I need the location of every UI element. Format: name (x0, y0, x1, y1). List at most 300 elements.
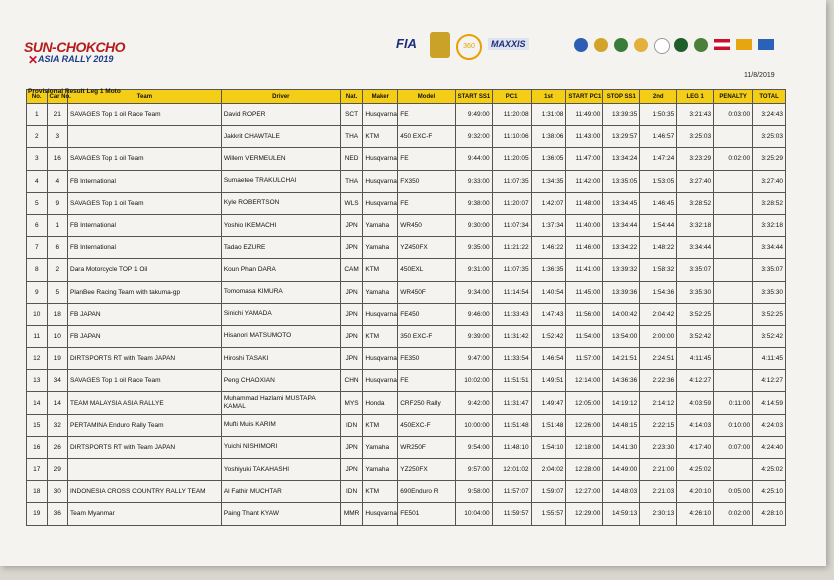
cell-start-ss1: 9:38:00 (455, 192, 492, 214)
cell-start-ss1: 9:49:00 (455, 104, 492, 126)
cell-start-ss1: 10:00:00 (455, 414, 492, 436)
cell-maker: Husqvarna (363, 148, 398, 170)
cell-penalty: 0:07:00 (714, 436, 753, 458)
cell-driver: David ROPER (221, 104, 340, 126)
cell-no: 7 (27, 237, 48, 259)
sponsor-seal-icon (694, 38, 708, 52)
cell-leg1: 3:35:30 (677, 281, 714, 303)
cell-total: 3:27:40 (753, 170, 786, 192)
cell-team: FB International (68, 170, 222, 192)
cell-team: FB JAPAN (68, 325, 222, 347)
cell-stop-ss1: 14:19:12 (603, 392, 640, 414)
table-row (27, 459, 786, 481)
cell-start-pc1: 12:26:00 (566, 414, 603, 436)
cell-maker: KTM (363, 325, 398, 347)
cell-penalty (714, 459, 753, 481)
cell-team: FB JAPAN (68, 303, 222, 325)
cell-penalty: 0:11:00 (714, 392, 753, 414)
table-row (27, 104, 786, 126)
cell-no: 17 (27, 459, 48, 481)
cell-stop-ss1: 13:34:24 (603, 148, 640, 170)
cell-no: 15 (27, 414, 48, 436)
cell-team: SAVAGES Top 1 oil Team (68, 192, 222, 214)
cell-car-no: 34 (47, 370, 68, 392)
cell-stop-ss1: 14:41:30 (603, 436, 640, 458)
cell-team: DIRTSPORTS RT with Team JAPAN (68, 436, 222, 458)
cell-penalty (714, 126, 753, 148)
cell-nat: SCT (340, 104, 363, 126)
cell-stop-ss1: 14:59:13 (603, 503, 640, 525)
cell-total: 3:25:29 (753, 148, 786, 170)
table-row (27, 126, 786, 148)
cell-pc1: 11:07:35 (492, 170, 531, 192)
cell-leg1: 4:03:59 (677, 392, 714, 414)
cell-2nd: 2:14:12 (640, 392, 677, 414)
table-row (27, 148, 786, 170)
cell-penalty (714, 237, 753, 259)
header-maker: Maker (363, 90, 398, 104)
cell-1st: 1:37:34 (531, 214, 566, 236)
cell-nat: JPN (340, 348, 363, 370)
sponsor-seal-icon (594, 38, 608, 52)
cell-leg1: 3:32:18 (677, 214, 714, 236)
cell-driver: Willem VERMEULEN (221, 148, 340, 170)
cell-pc1: 11:21:22 (492, 237, 531, 259)
cell-start-ss1: 9:35:00 (455, 237, 492, 259)
header-driver: Driver (221, 90, 340, 104)
cell-start-pc1: 11:42:00 (566, 170, 603, 192)
sponsor-seal-icon (614, 38, 628, 52)
header-car-no: Car No. (47, 90, 68, 104)
cell-nat: MYS (340, 392, 363, 414)
cell-1st: 1:36:05 (531, 148, 566, 170)
header-nat: Nat. (340, 90, 363, 104)
table-caption: Provisional Result Leg 1 Moto (28, 88, 121, 95)
cell-car-no: 6 (47, 237, 68, 259)
cell-car-no: 36 (47, 503, 68, 525)
cell-model: FE450 (398, 303, 455, 325)
cell-model: FE (398, 192, 455, 214)
maxxis-logo: MAXXIS (488, 38, 529, 50)
cell-team: Team Myanmar (68, 503, 222, 525)
cell-pc1: 11:57:07 (492, 481, 531, 503)
cell-2nd: 2:30:13 (640, 503, 677, 525)
cell-total: 4:25:10 (753, 481, 786, 503)
cell-stop-ss1: 14:21:51 (603, 348, 640, 370)
cell-stop-ss1: 13:39:36 (603, 281, 640, 303)
cell-car-no: 29 (47, 459, 68, 481)
cell-stop-ss1: 14:49:00 (603, 459, 640, 481)
cell-2nd: 1:46:57 (640, 126, 677, 148)
results-table (26, 89, 786, 526)
cell-leg1: 3:25:03 (677, 126, 714, 148)
sponsor-360-logo: 360 (456, 34, 482, 60)
cell-leg1: 4:12:27 (677, 370, 714, 392)
cell-total: 4:24:40 (753, 436, 786, 458)
table-row (27, 237, 786, 259)
sponsor-seal-icon (634, 38, 648, 52)
table-row (27, 325, 786, 347)
cell-start-ss1: 9:47:00 (455, 348, 492, 370)
cell-penalty (714, 370, 753, 392)
cell-start-pc1: 12:18:00 (566, 436, 603, 458)
cell-driver: Tadao EZURE (221, 237, 340, 259)
cell-2nd: 1:53:05 (640, 170, 677, 192)
cell-stop-ss1: 14:48:03 (603, 481, 640, 503)
cell-pc1: 11:10:06 (492, 126, 531, 148)
logo-mark-icon: ✕ (28, 53, 39, 67)
cell-1st: 1:46:22 (531, 237, 566, 259)
cell-1st: 1:36:35 (531, 259, 566, 281)
cell-total: 3:32:18 (753, 214, 786, 236)
cell-penalty: 0:02:00 (714, 148, 753, 170)
cell-leg1: 3:21:43 (677, 104, 714, 126)
cell-nat: JPN (340, 303, 363, 325)
table-row (27, 303, 786, 325)
cell-leg1: 4:11:45 (677, 348, 714, 370)
cell-model: FE (398, 148, 455, 170)
cell-penalty: 0:02:00 (714, 503, 753, 525)
cell-1st: 1:52:42 (531, 325, 566, 347)
cell-team: SAVAGES Top 1 oil Team (68, 148, 222, 170)
cell-1st: 1:55:57 (531, 503, 566, 525)
cell-driver: Koun Phan DARA (221, 259, 340, 281)
cell-leg1: 4:17:40 (677, 436, 714, 458)
cell-start-ss1: 9:30:00 (455, 214, 492, 236)
cell-total: 4:11:45 (753, 348, 786, 370)
cell-car-no: 21 (47, 104, 68, 126)
cell-model: FE (398, 104, 455, 126)
cell-driver: Sinichi YAMADA (221, 303, 340, 325)
cell-start-ss1: 9:54:00 (455, 436, 492, 458)
cell-maker: Yamaha (363, 237, 398, 259)
cell-team: Dara Motorcycle TOP 1 Oil (68, 259, 222, 281)
cell-leg1: 3:23:29 (677, 148, 714, 170)
cell-start-pc1: 11:46:00 (566, 237, 603, 259)
table-row (27, 414, 786, 436)
cell-start-pc1: 11:48:00 (566, 192, 603, 214)
cell-stop-ss1: 13:34:22 (603, 237, 640, 259)
cell-driver: Sumaetee TRAKULCHAI (221, 170, 340, 192)
cell-no: 11 (27, 325, 48, 347)
cell-leg1: 4:26:10 (677, 503, 714, 525)
cell-maker: KTM (363, 259, 398, 281)
cell-start-pc1: 12:27:00 (566, 481, 603, 503)
cell-leg1: 3:52:25 (677, 303, 714, 325)
cell-1st: 1:38:06 (531, 126, 566, 148)
cell-driver: Al Fathir MUCHTAR (221, 481, 340, 503)
cell-1st: 1:31:08 (531, 104, 566, 126)
cell-driver: Mufti Muis KARIM (221, 414, 340, 436)
cell-total: 3:52:42 (753, 325, 786, 347)
cell-penalty (714, 303, 753, 325)
cell-model: FE501 (398, 503, 455, 525)
cell-1st: 1:51:48 (531, 414, 566, 436)
cell-stop-ss1: 13:29:57 (603, 126, 640, 148)
cell-stop-ss1: 13:34:44 (603, 214, 640, 236)
cell-nat: IDN (340, 414, 363, 436)
cell-car-no: 3 (47, 126, 68, 148)
cell-model: WR450F (398, 281, 455, 303)
cell-stop-ss1: 13:39:32 (603, 259, 640, 281)
cell-2nd: 1:47:24 (640, 148, 677, 170)
cell-pc1: 11:33:43 (492, 303, 531, 325)
logo-title: SUN-CHOKCHO (24, 39, 126, 55)
cell-model: 450EXL (398, 259, 455, 281)
cell-maker: KTM (363, 126, 398, 148)
cell-team: TEAM MALAYSIA ASIA RALLYE (68, 392, 222, 414)
header-2nd: 2nd (640, 90, 677, 104)
cell-2nd: 1:48:22 (640, 237, 677, 259)
cell-car-no: 2 (47, 259, 68, 281)
cell-1st: 1:40:54 (531, 281, 566, 303)
cell-nat: JPN (340, 325, 363, 347)
header-no: No. (27, 90, 48, 104)
header-model: Model (398, 90, 455, 104)
cell-maker: Yamaha (363, 436, 398, 458)
cell-start-ss1: 9:46:00 (455, 303, 492, 325)
cell-car-no: 30 (47, 481, 68, 503)
cell-maker: Yamaha (363, 214, 398, 236)
cell-team: SAVAGES Top 1 oil Race Team (68, 370, 222, 392)
cell-start-ss1: 9:33:00 (455, 170, 492, 192)
cell-model: 450 EXC-F (398, 126, 455, 148)
cell-1st: 1:49:47 (531, 392, 566, 414)
cell-penalty (714, 170, 753, 192)
cell-maker: Husqvarna (363, 303, 398, 325)
cell-pc1: 11:20:07 (492, 192, 531, 214)
cell-maker: Husqvarna (363, 503, 398, 525)
cell-total: 4:24:03 (753, 414, 786, 436)
cell-no: 8 (27, 259, 48, 281)
flag-icon (736, 39, 752, 50)
header-1st: 1st (531, 90, 566, 104)
table-row (27, 348, 786, 370)
cell-2nd: 2:21:00 (640, 459, 677, 481)
results-body (27, 104, 786, 526)
cell-car-no: 19 (47, 348, 68, 370)
cell-stop-ss1: 14:48:15 (603, 414, 640, 436)
cell-total: 3:24:43 (753, 104, 786, 126)
cell-1st: 1:42:07 (531, 192, 566, 214)
cell-driver: Jakkrit CHAWTALE (221, 126, 340, 148)
cell-maker: Husqvarna (363, 348, 398, 370)
cell-pc1: 11:48:10 (492, 436, 531, 458)
cell-maker: KTM (363, 481, 398, 503)
cell-car-no: 1 (47, 214, 68, 236)
cell-model: YZ250FX (398, 459, 455, 481)
cell-model: 450EXC-F (398, 414, 455, 436)
cell-penalty: 0:10:00 (714, 414, 753, 436)
cell-start-pc1: 11:56:00 (566, 303, 603, 325)
cell-2nd: 2:23:30 (640, 436, 677, 458)
cell-model: FX350 (398, 170, 455, 192)
cell-leg1: 3:35:07 (677, 259, 714, 281)
cell-total: 4:14:59 (753, 392, 786, 414)
cell-team: PlanBee Racing Team with takuma-gp (68, 281, 222, 303)
cell-driver: Paing Thant KYAW (221, 503, 340, 525)
cell-car-no: 10 (47, 325, 68, 347)
cell-car-no: 16 (47, 148, 68, 170)
cell-2nd: 1:54:44 (640, 214, 677, 236)
cell-penalty (714, 214, 753, 236)
header-start-pc1: START PC1 (566, 90, 603, 104)
table-row (27, 170, 786, 192)
cell-car-no: 4 (47, 170, 68, 192)
cell-nat: NED (340, 148, 363, 170)
sponsor-logos (396, 30, 796, 60)
cell-total: 3:28:52 (753, 192, 786, 214)
cell-driver: Hiroshi TASAKI (221, 348, 340, 370)
cell-team (68, 126, 222, 148)
cell-driver: Yuichi NISHIMORI (221, 436, 340, 458)
cell-nat: CAM (340, 259, 363, 281)
cell-pc1: 11:20:08 (492, 104, 531, 126)
cell-leg1: 3:34:44 (677, 237, 714, 259)
cell-penalty (714, 325, 753, 347)
cell-1st: 1:46:54 (531, 348, 566, 370)
cell-model: WR250F (398, 436, 455, 458)
table-header-row (27, 90, 786, 104)
sponsor-seal-icon (674, 38, 688, 52)
cell-start-ss1: 9:39:00 (455, 325, 492, 347)
cell-leg1: 4:25:02 (677, 459, 714, 481)
table-row (27, 259, 786, 281)
cell-penalty (714, 281, 753, 303)
cell-car-no: 9 (47, 192, 68, 214)
flag-icon (758, 39, 774, 50)
cell-leg1: 3:28:52 (677, 192, 714, 214)
cell-pc1: 12:01:02 (492, 459, 531, 481)
cell-start-ss1: 9:44:00 (455, 148, 492, 170)
cell-start-ss1: 9:58:00 (455, 481, 492, 503)
cell-driver: Muhammad Hazlami MUSTAPA KAMAL (221, 392, 340, 414)
header-start-ss1: START SS1 (455, 90, 492, 104)
cell-start-ss1: 9:42:00 (455, 392, 492, 414)
cell-start-ss1: 9:31:00 (455, 259, 492, 281)
header-pc1: PC1 (492, 90, 531, 104)
cell-pc1: 11:51:51 (492, 370, 531, 392)
cell-1st: 1:54:10 (531, 436, 566, 458)
cell-penalty (714, 192, 753, 214)
cell-start-pc1: 11:54:00 (566, 325, 603, 347)
cell-pc1: 11:31:47 (492, 392, 531, 414)
cell-2nd: 1:58:32 (640, 259, 677, 281)
cell-total: 3:35:07 (753, 259, 786, 281)
cell-pc1: 11:07:34 (492, 214, 531, 236)
cell-start-ss1: 10:04:00 (455, 503, 492, 525)
cell-pc1: 11:31:42 (492, 325, 531, 347)
cell-model: 350 EXC-F (398, 325, 455, 347)
cell-nat: THA (340, 170, 363, 192)
cell-car-no: 14 (47, 392, 68, 414)
cell-car-no: 32 (47, 414, 68, 436)
cell-1st: 1:47:43 (531, 303, 566, 325)
cell-no: 2 (27, 126, 48, 148)
cell-team: PERTAMINA Enduro Rally Team (68, 414, 222, 436)
cell-start-pc1: 12:05:00 (566, 392, 603, 414)
cell-1st: 1:59:07 (531, 481, 566, 503)
cell-pc1: 11:07:35 (492, 259, 531, 281)
cell-stop-ss1: 14:00:42 (603, 303, 640, 325)
cell-stop-ss1: 13:39:35 (603, 104, 640, 126)
cell-start-pc1: 11:45:00 (566, 281, 603, 303)
cell-penalty (714, 259, 753, 281)
cell-no: 14 (27, 392, 48, 414)
table-row (27, 436, 786, 458)
event-logo (24, 40, 136, 74)
cell-start-ss1: 9:34:00 (455, 281, 492, 303)
header-total: TOTAL (753, 90, 786, 104)
table-row (27, 192, 786, 214)
cell-start-ss1: 9:57:00 (455, 459, 492, 481)
table-row (27, 481, 786, 503)
cell-stop-ss1: 13:54:00 (603, 325, 640, 347)
cell-total: 3:34:44 (753, 237, 786, 259)
cell-maker: Husqvarna (363, 104, 398, 126)
cell-driver: Tomomasa KIMURA (221, 281, 340, 303)
cell-start-ss1: 9:32:00 (455, 126, 492, 148)
cell-stop-ss1: 13:35:05 (603, 170, 640, 192)
cell-stop-ss1: 13:34:45 (603, 192, 640, 214)
cell-nat: JPN (340, 459, 363, 481)
cell-team: DIRTSPORTS RT with Team JAPAN (68, 348, 222, 370)
cell-no: 12 (27, 348, 48, 370)
cell-1st: 1:49:51 (531, 370, 566, 392)
cell-start-pc1: 12:28:00 (566, 459, 603, 481)
cell-2nd: 1:50:35 (640, 104, 677, 126)
cell-no: 1 (27, 104, 48, 126)
cell-start-pc1: 11:57:00 (566, 348, 603, 370)
cell-2nd: 1:54:36 (640, 281, 677, 303)
cell-model: FE (398, 370, 455, 392)
cell-nat: JPN (340, 214, 363, 236)
cell-no: 18 (27, 481, 48, 503)
cell-start-pc1: 11:41:00 (566, 259, 603, 281)
cell-nat: WLS (340, 192, 363, 214)
cell-pc1: 11:59:57 (492, 503, 531, 525)
cell-driver: Peng CHAOXIAN (221, 370, 340, 392)
table-row (27, 370, 786, 392)
cell-maker: Yamaha (363, 281, 398, 303)
cell-leg1: 3:52:42 (677, 325, 714, 347)
cell-total: 3:52:25 (753, 303, 786, 325)
cell-nat: CHN (340, 370, 363, 392)
cell-penalty (714, 348, 753, 370)
cell-model: 690Enduro R (398, 481, 455, 503)
cell-nat: IDN (340, 481, 363, 503)
cell-team: FB International (68, 214, 222, 236)
cell-stop-ss1: 14:36:36 (603, 370, 640, 392)
cell-total: 3:25:03 (753, 126, 786, 148)
cell-no: 3 (27, 148, 48, 170)
cell-2nd: 2:22:36 (640, 370, 677, 392)
cell-2nd: 2:21:03 (640, 481, 677, 503)
cell-2nd: 2:04:42 (640, 303, 677, 325)
cell-1st: 1:34:35 (531, 170, 566, 192)
table-row (27, 214, 786, 236)
cell-maker: Husqvarna (363, 170, 398, 192)
cell-pc1: 11:20:05 (492, 148, 531, 170)
logo-subtitle: ASIA RALLY 2019 (38, 54, 114, 64)
cell-team: INDONESIA CROSS COUNTRY RALLY TEAM (68, 481, 222, 503)
cell-no: 5 (27, 192, 48, 214)
cell-car-no: 5 (47, 281, 68, 303)
cell-model: WR450 (398, 214, 455, 236)
cell-2nd: 2:22:15 (640, 414, 677, 436)
cell-no: 16 (27, 436, 48, 458)
cell-team: FB International (68, 237, 222, 259)
